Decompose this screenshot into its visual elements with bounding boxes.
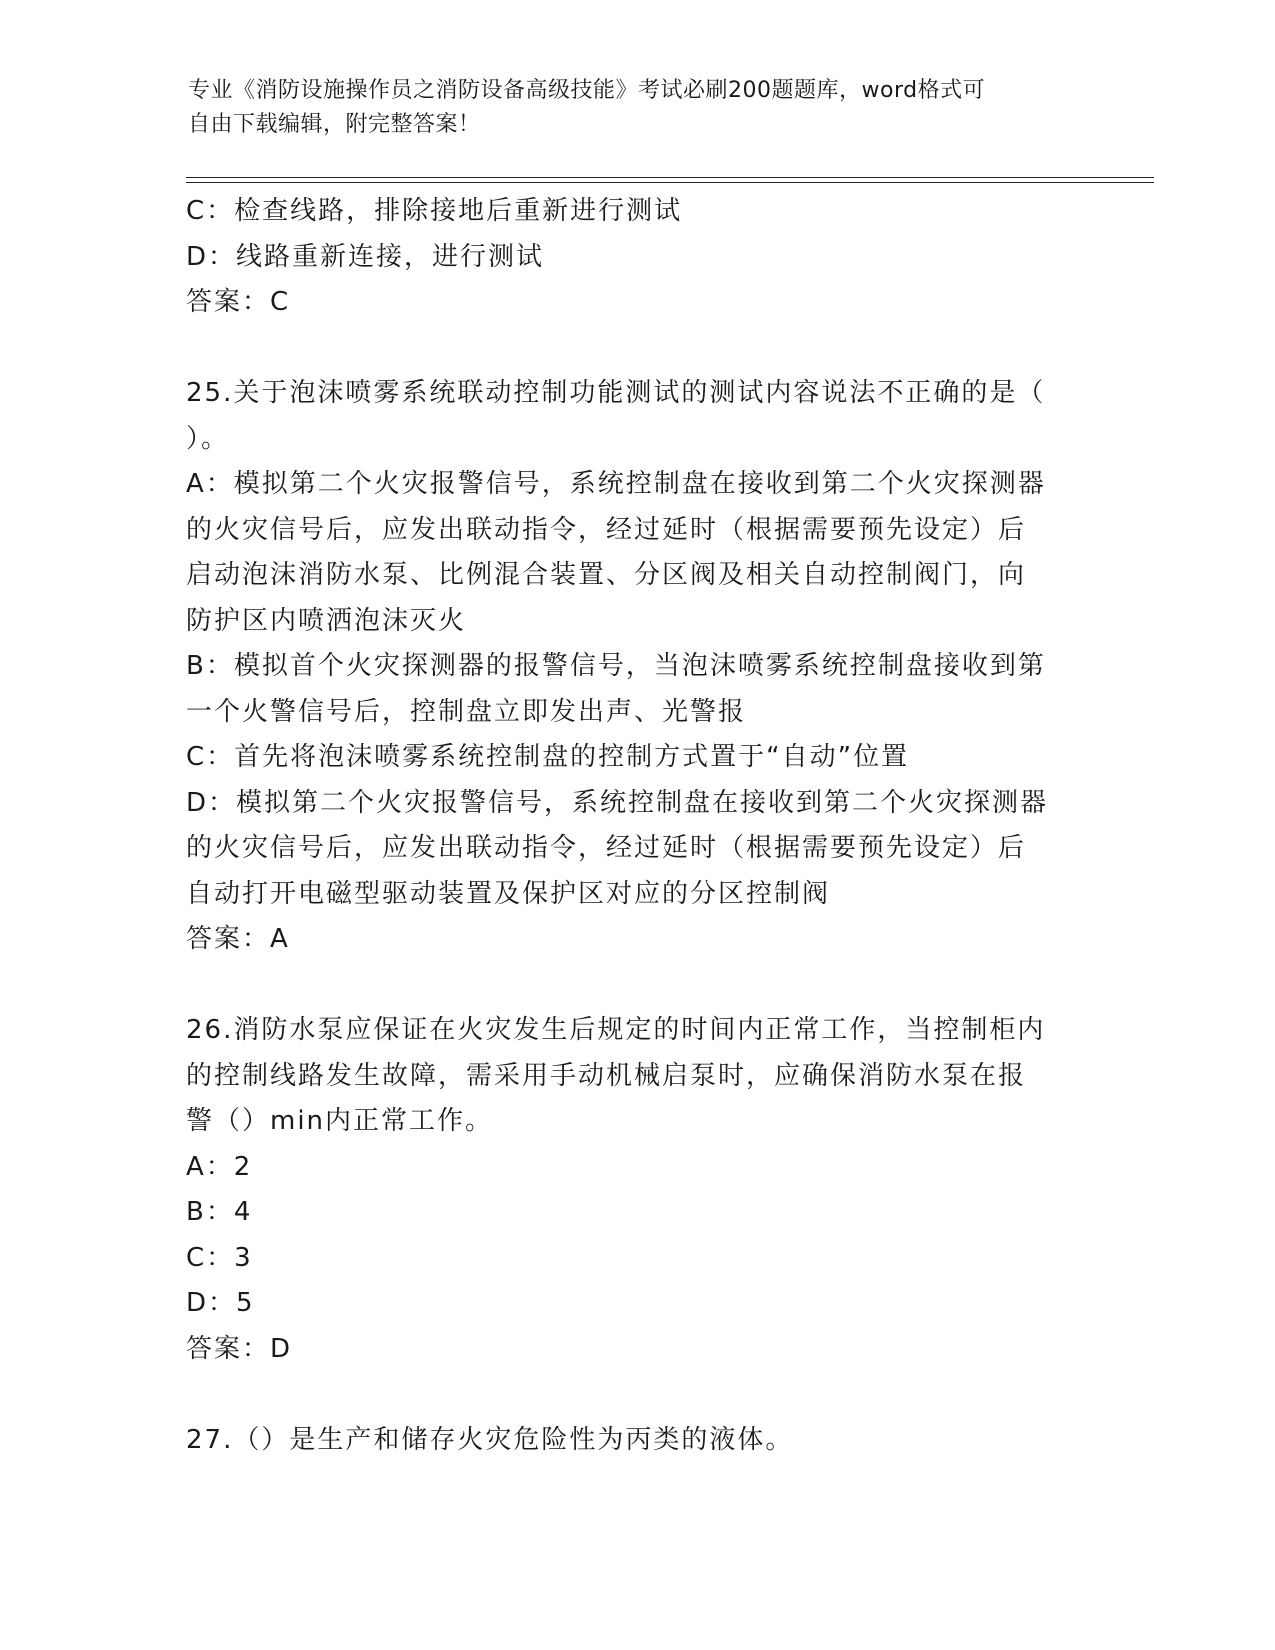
spacer [186, 963, 1086, 1009]
option-a-line: A：模拟第二个火灾报警信号，系统控制盘在接收到第二个火灾探测器 [186, 469, 1046, 499]
header-divider-top [186, 177, 1154, 178]
answer-label: 答案：C [186, 287, 291, 317]
answer-label: 答案：A [186, 924, 290, 954]
option-b: B：4 [186, 1197, 253, 1227]
question-stem-line: 25.关于泡沫喷雾系统联动控制功能测试的测试内容说法不正确的是（ [186, 378, 1046, 408]
question-stem-line: 警（）min内正常工作。 [186, 1106, 494, 1136]
spacer [186, 326, 1086, 372]
option-d-line: 自动打开电磁型驱动装置及保护区对应的分区控制阀 [186, 878, 831, 909]
page-header [188, 74, 1088, 142]
question-stem-line: 27.（）是生产和储存火灾危险性为丙类的液体。 [186, 1424, 794, 1455]
option-d-line: D：模拟第二个火灾报警信号，系统控制盘在接收到第二个火灾探测器 [186, 787, 1049, 818]
option-d-line: 的火灾信号后，应发出联动指令，经过延时（根据需要预先设定）后 [186, 833, 1027, 863]
option-b-line: 一个火警信号后，控制盘立即发出声、光警报 [186, 696, 747, 727]
option-a-line: 启动泡沫消防水泵、比例混合装置、分区阀及相关自动控制阀门，向 [186, 560, 1027, 590]
option-d: D：5 [186, 1288, 255, 1318]
header-line-1: 专业《消防设施操作员之消防设备高级技能》考试必刷200题题库，word格式可 [188, 78, 986, 103]
question-stem-line: 的控制线路发生故障，需采用手动机械启泵时，应确保消防水泵在报 [186, 1060, 1027, 1091]
question-26 [186, 1008, 1086, 1372]
option-a-line: 的火灾信号后，应发出联动指令，经过延时（根据需要预先设定）后 [186, 514, 1027, 545]
option-c: C：首先将泡沫喷雾系统控制盘的控制方式置于“自动”位置 [186, 742, 910, 772]
spacer [186, 1372, 1086, 1418]
option-c: C：3 [186, 1242, 253, 1273]
option-a-line: 防护区内喷洒泡沫灭火 [186, 605, 467, 636]
header-divider-bottom [186, 182, 1154, 183]
option-a: A：2 [186, 1151, 253, 1182]
question-stem-line: 26.消防水泵应保证在火灾发生后规定的时间内正常工作，当控制柜内 [186, 1015, 1046, 1045]
question-stem-line: ）。 [186, 423, 230, 454]
header-line-2: 自由下载编辑，附完整答案！ [188, 112, 481, 137]
option-c: C：检查线路，排除接地后重新进行测试 [186, 196, 683, 226]
option-b-line: B：模拟首个火灾探测器的报警信号，当泡沫喷雾系统控制盘接收到第 [186, 651, 1046, 681]
option-d: D：线路重新连接，进行测试 [186, 241, 545, 272]
question-24-tail [186, 189, 1086, 326]
answer-label: 答案：D [186, 1333, 293, 1364]
question-25 [186, 371, 1086, 963]
question-27 [186, 1418, 1086, 1464]
document-body [186, 189, 1086, 1463]
